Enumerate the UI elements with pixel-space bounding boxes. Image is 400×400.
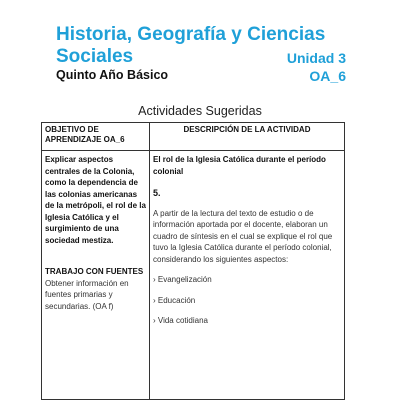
activities-table — [41, 122, 345, 400]
document-title-line2: Sociales — [56, 46, 134, 67]
bullet-item-vida-cotidiana: › Vida cotidiana — [153, 316, 208, 325]
unit-label: Unidad 3 — [286, 50, 346, 66]
activity-title: El rol de la Iglesia Católica durante el período colonial — [153, 155, 326, 176]
activity-cell — [150, 151, 345, 400]
document-title-line1: Historia, Geografía y Ciencias — [56, 24, 326, 45]
activity-column-header: DESCRIPCIÓN DE LA ACTIVIDAD — [150, 123, 345, 151]
skill-title: TRABAJO CON FUENTES — [45, 267, 144, 276]
oa-label: OA_6 — [309, 68, 346, 84]
skill-text: Obtener información en fuentes primarias y secundarias. (OA f) — [45, 278, 129, 311]
section-title: Actividades Sugeridas — [138, 104, 262, 118]
objective-column-header: OBJETIVO DE APRENDIZAJE OA_6 — [42, 123, 150, 151]
table-row — [42, 151, 345, 400]
bullet-item-evangelizacion: › Evangelización — [153, 275, 212, 284]
page-header — [56, 24, 346, 84]
activity-number: 5. — [153, 188, 161, 198]
objective-text: Explicar aspectos centrales de la Colonia, como la dependencia de las colonias americanas de la metrópoli, el rol de la Iglesia Católica y el surgimiento de una sociedad mestiza. — [45, 155, 146, 245]
bullet-item-educacion: › Educación — [153, 295, 196, 305]
objective-cell — [42, 151, 150, 400]
activity-text: A partir de la lectura del texto de estudio o de información aportada por el docente, elaboran un cuadro de síntesis en el cual se explique el rol que tuvo la Iglesia Católica durante el período colonial, considerando los siguientes aspectos: — [153, 208, 333, 264]
table-header-row — [42, 123, 345, 151]
grade-level: Quinto Año Básico — [56, 68, 169, 82]
